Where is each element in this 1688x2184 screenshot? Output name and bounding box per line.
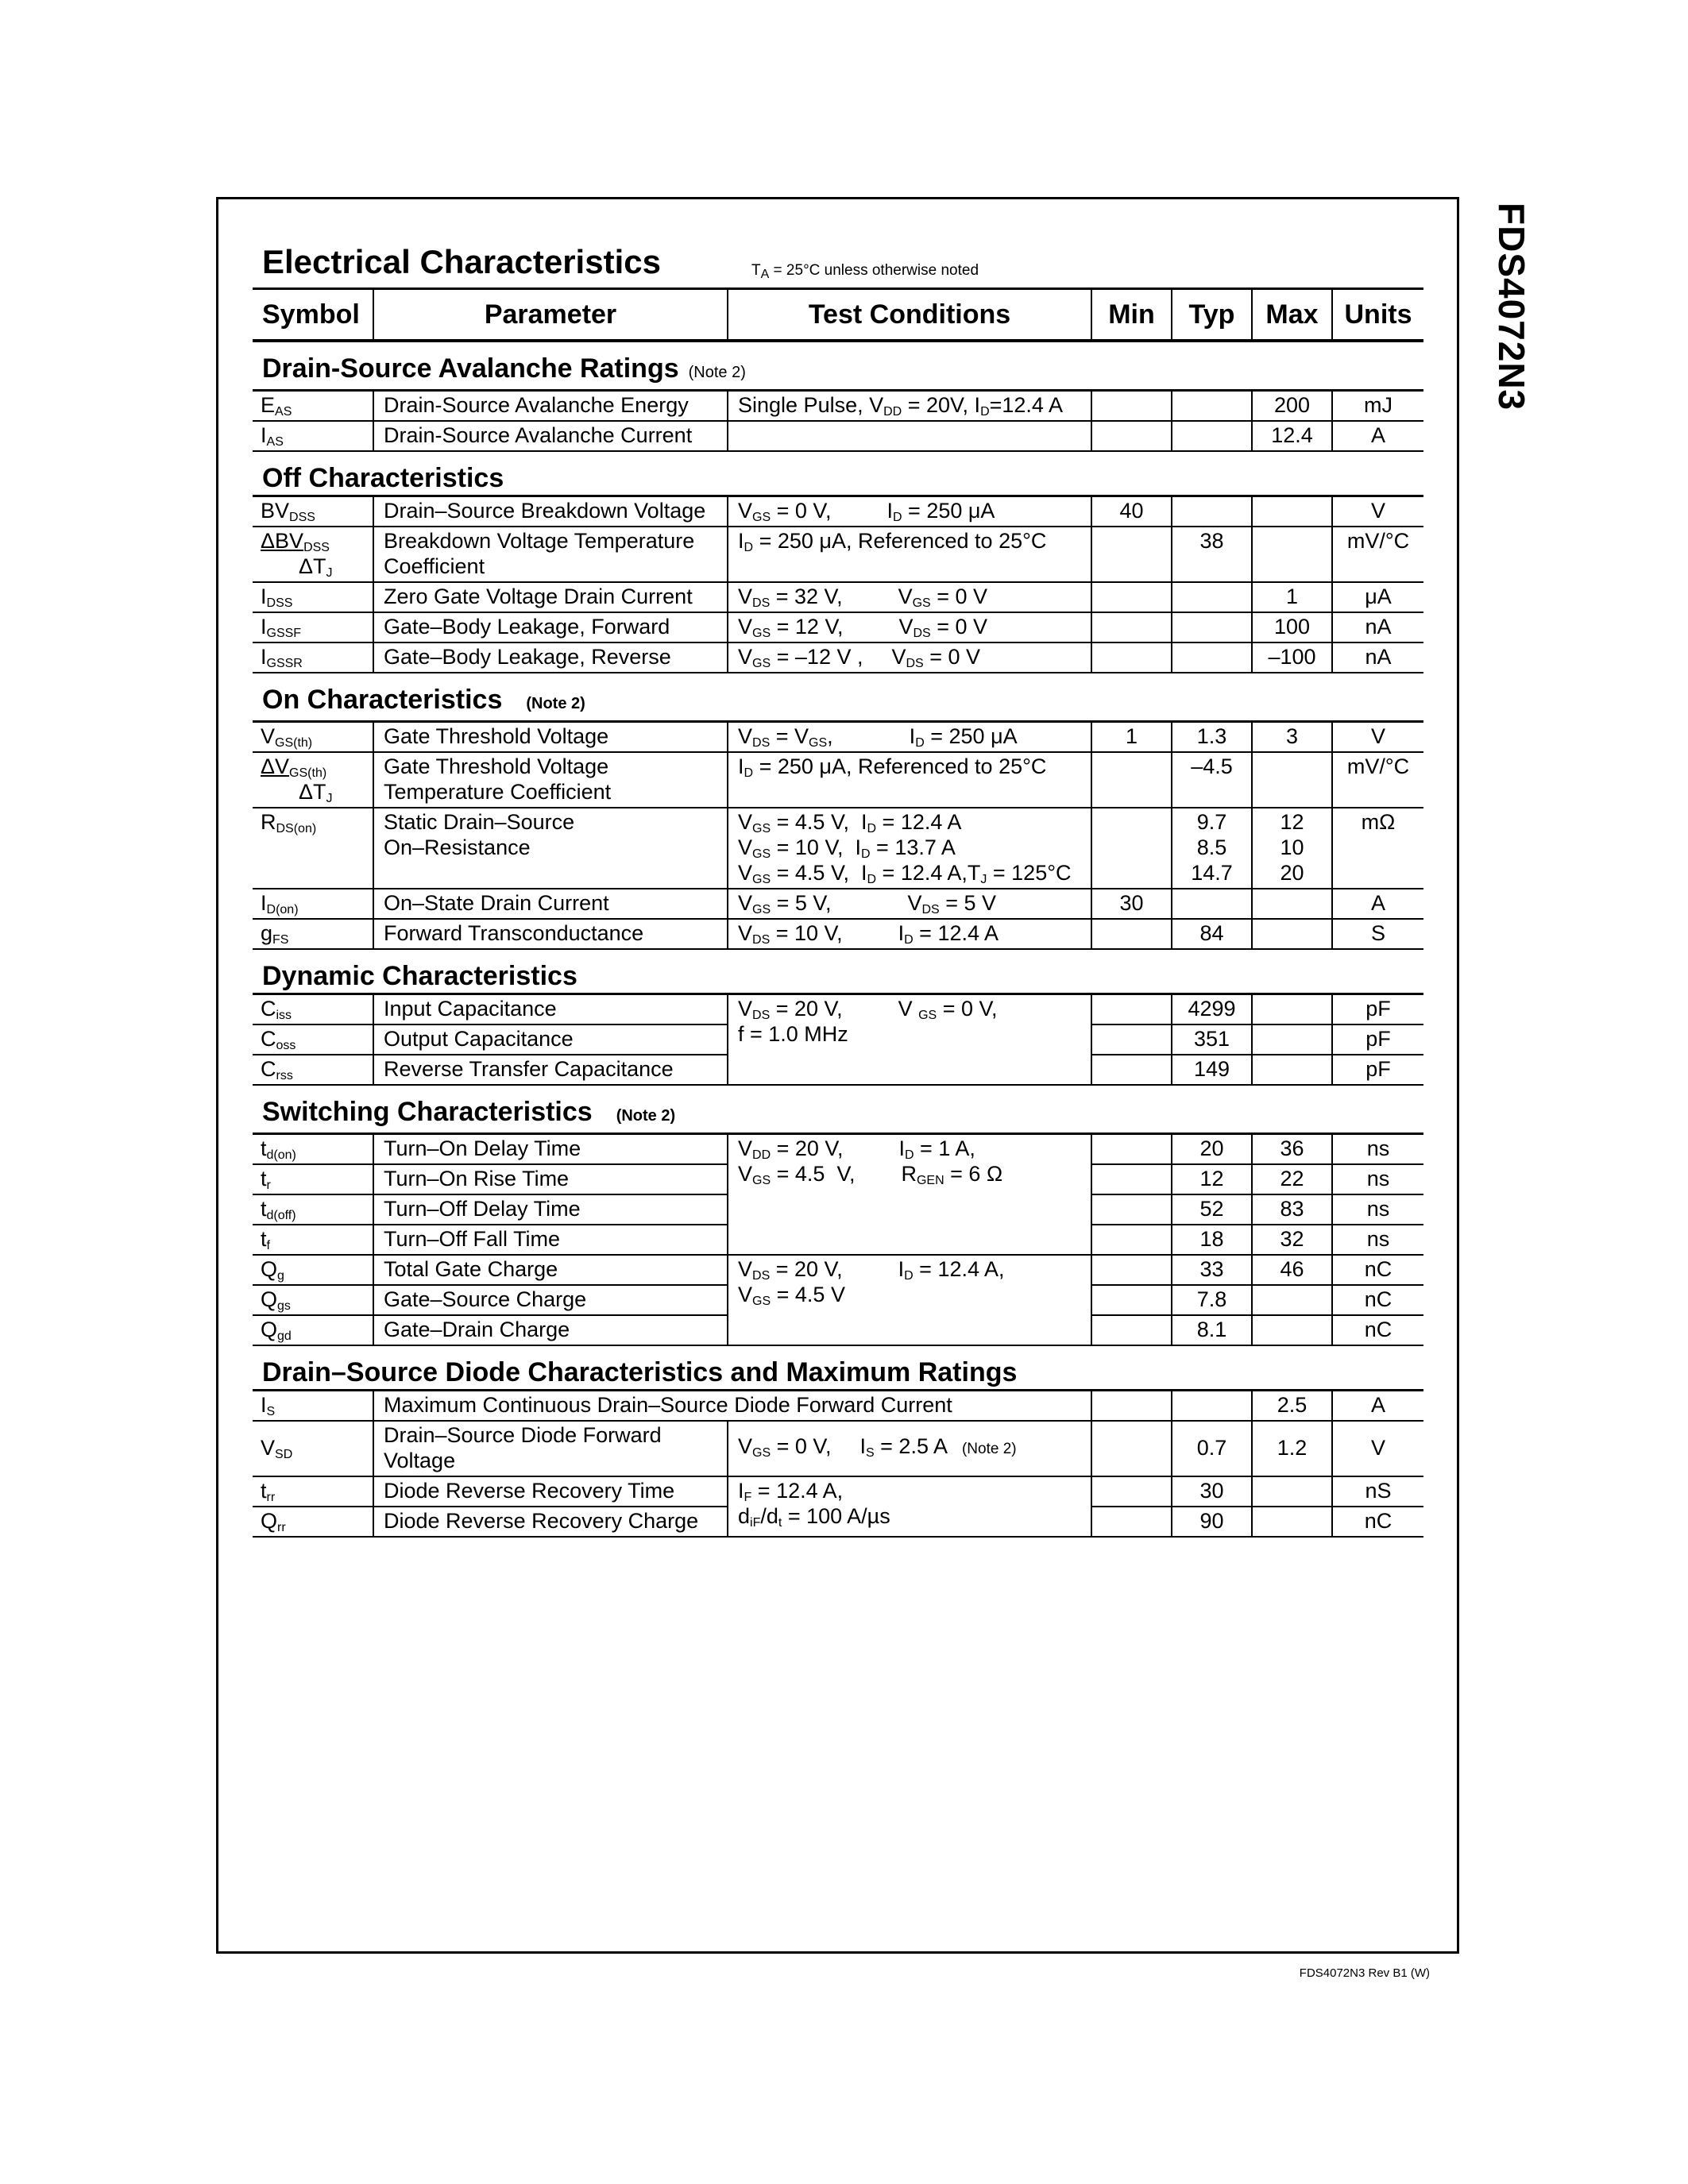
parameter-cell: Gate–Body Leakage, Forward (373, 612, 728, 642)
page-title: Electrical Characteristics (262, 243, 661, 280)
conditions-cell: Single Pulse, $V_{DD} = 20V$, $I_D=12.4$ A (728, 391, 1091, 422)
typ-cell: 84 (1172, 919, 1252, 949)
col-header-parameter: Parameter (373, 289, 728, 341)
max-cell (1252, 527, 1332, 582)
conditions-cell: $V_{DS} = 10$ V, $I_D = 12.4$ A (728, 919, 1091, 949)
min-cell (1091, 1285, 1172, 1315)
min-cell (1091, 391, 1172, 422)
parameter-cell: Gate Threshold Voltage Temperature Coefficient (373, 752, 728, 808)
min-cell (1091, 1391, 1172, 1422)
max-cell: 3 (1252, 722, 1332, 753)
parameter-cell: Turn–Off Delay Time (373, 1194, 728, 1225)
min-cell (1091, 752, 1172, 808)
table-row (253, 808, 1423, 889)
unit-cell: nA (1332, 642, 1423, 673)
max-cell (1252, 1024, 1332, 1055)
min-cell: 1 (1091, 722, 1172, 753)
symbol-cell: $C_{oss}$ (253, 1024, 373, 1055)
table-row (253, 919, 1423, 949)
typ-cell (1172, 1391, 1252, 1422)
table-row (253, 1134, 1423, 1165)
parameter-cell: Turn–On Rise Time (373, 1164, 728, 1194)
symbol-cell: $\Delta BV_{DSS}$ $\Delta T_J$ (253, 527, 373, 582)
symbol-cell: $BV_{DSS}$ (253, 496, 373, 527)
col-header-test-conditions: Test Conditions (728, 289, 1091, 341)
conditions-cell: $V_{GS} = 0$ V, $I_D = 250$ μA (728, 496, 1091, 527)
typ-cell: 351 (1172, 1024, 1252, 1055)
conditions-cell: $V_{GS} = 12$ V, $V_{DS} = 0$ V (728, 612, 1091, 642)
max-cell: 12 10 20 (1252, 808, 1332, 889)
section-header (253, 451, 1423, 496)
min-cell (1091, 919, 1172, 949)
conditions-cell (728, 421, 1091, 451)
parameter-cell: Static Drain–Source On–Resistance (373, 808, 728, 889)
typ-cell: 4299 (1172, 994, 1252, 1025)
symbol-cell: $C_{iss}$ (253, 994, 373, 1025)
footer-revision: FDS4072N3 Rev B1 (W) (1299, 1966, 1430, 1980)
section-note: (Note 2) (616, 1107, 676, 1125)
min-cell (1091, 527, 1172, 582)
max-cell (1252, 752, 1332, 808)
typ-cell: 18 (1172, 1225, 1252, 1255)
min-cell (1091, 1194, 1172, 1225)
typ-cell: –4.5 (1172, 752, 1252, 808)
min-cell (1091, 1255, 1172, 1285)
min-cell: 30 (1091, 889, 1172, 919)
min-cell (1091, 1164, 1172, 1194)
unit-cell: pF (1332, 1055, 1423, 1085)
unit-cell: nC (1332, 1315, 1423, 1345)
table-header-row (253, 289, 1423, 341)
section-header (253, 1085, 1423, 1134)
unit-cell: A (1332, 889, 1423, 919)
max-cell (1252, 994, 1332, 1025)
parameter-cell: Total Gate Charge (373, 1255, 728, 1285)
table-row (253, 1255, 1423, 1285)
parameter-cell: Forward Transconductance (373, 919, 728, 949)
table-row (253, 752, 1423, 808)
max-cell: –100 (1252, 642, 1332, 673)
parameter-cell: Input Capacitance (373, 994, 728, 1025)
max-cell: 36 (1252, 1134, 1332, 1165)
min-cell (1091, 612, 1172, 642)
typ-cell: 149 (1172, 1055, 1252, 1085)
min-cell (1091, 1055, 1172, 1085)
typ-cell: 52 (1172, 1194, 1252, 1225)
typ-cell: 33 (1172, 1255, 1252, 1285)
symbol-cell: $t_{d(on)}$ (253, 1134, 373, 1165)
typ-cell: 30 (1172, 1476, 1252, 1507)
max-cell (1252, 919, 1332, 949)
unit-cell: V (1332, 496, 1423, 527)
symbol-cell: $g_{FS}$ (253, 919, 373, 949)
unit-cell: μA (1332, 582, 1423, 612)
typ-cell: 20 (1172, 1134, 1252, 1165)
conditions-cell: $I_F = 12.4$ A, $d_{iF}/d_t = 100$ A/µs (728, 1476, 1091, 1537)
table-row (253, 889, 1423, 919)
section-header (253, 673, 1423, 722)
max-cell (1252, 1507, 1332, 1537)
max-cell (1252, 1315, 1332, 1345)
max-cell: 1.2 (1252, 1421, 1332, 1476)
symbol-cell: $V_{SD}$ (253, 1421, 373, 1476)
col-header-symbol: Symbol (253, 289, 373, 341)
max-cell: 12.4 (1252, 421, 1332, 451)
min-cell (1091, 1476, 1172, 1507)
table-row (253, 612, 1423, 642)
typ-cell (1172, 421, 1252, 451)
symbol-cell: $I_{AS}$ (253, 421, 373, 451)
section-title: Dynamic Characteristics (262, 961, 577, 991)
section-title: Drain–Source Diode Characteristics and Maximum Ratings (262, 1357, 1018, 1387)
typ-cell (1172, 612, 1252, 642)
conditions-cell: $V_{GS} = -12$ V , $V_{DS} = 0$ V (728, 642, 1091, 673)
part-number-vertical: FDS4072N3 (1491, 203, 1532, 411)
symbol-cell: $t_f$ (253, 1225, 373, 1255)
symbol-cell: $I_{GSSF}$ (253, 612, 373, 642)
symbol-cell: $Q_g$ (253, 1255, 373, 1285)
min-cell (1091, 582, 1172, 612)
conditions-cell: $V_{DS} = 20$ V, V $_{GS}$ = 0 V, f = 1.0 MHz (728, 994, 1091, 1086)
parameter-cell: Breakdown Voltage Temperature Coefficient (373, 527, 728, 582)
typ-cell: 1.3 (1172, 722, 1252, 753)
conditions-cell: $V_{DS} = 20$ V, $I_D = 12.4$ A, $V_{GS} = 4.5$ V (728, 1255, 1091, 1345)
unit-cell: ns (1332, 1225, 1423, 1255)
unit-cell: nA (1332, 612, 1423, 642)
conditions-cell: $V_{DD} = 20$ V, $I_D = 1$ A, $V_{GS} = 4.5$ V, $R_{GEN} = 6$ Ω (728, 1134, 1091, 1256)
symbol-cell: $t_{d(off)}$ (253, 1194, 373, 1225)
parameter-cell: Diode Reverse Recovery Time (373, 1476, 728, 1507)
section-note: (Note 2) (688, 364, 746, 381)
unit-cell: pF (1332, 994, 1423, 1025)
section-note: (Note 2) (526, 695, 585, 712)
table-row (253, 1391, 1423, 1422)
max-cell (1252, 1476, 1332, 1507)
section-title: Drain-Source Avalanche Ratings (262, 353, 679, 384)
symbol-cell: $Q_{gs}$ (253, 1285, 373, 1315)
parameter-cell: Drain-Source Avalanche Current (373, 421, 728, 451)
parameter-cell: Drain–Source Diode Forward Voltage (373, 1421, 728, 1476)
typ-cell: 8.1 (1172, 1315, 1252, 1345)
min-cell (1091, 642, 1172, 673)
unit-cell: pF (1332, 1024, 1423, 1055)
symbol-cell: $t_r$ (253, 1164, 373, 1194)
min-cell (1091, 1507, 1172, 1537)
max-cell (1252, 889, 1332, 919)
max-cell: 46 (1252, 1255, 1332, 1285)
unit-cell: nC (1332, 1285, 1423, 1315)
table-row (253, 642, 1423, 673)
max-cell (1252, 1285, 1332, 1315)
electrical-characteristics-table (253, 287, 1423, 1538)
max-cell: 22 (1252, 1164, 1332, 1194)
min-cell (1091, 1315, 1172, 1345)
unit-cell: mV/°C (1332, 752, 1423, 808)
unit-cell: mΩ (1332, 808, 1423, 889)
symbol-cell: $t_{rr}$ (253, 1476, 373, 1507)
typ-cell: 90 (1172, 1507, 1252, 1537)
table-row (253, 1476, 1423, 1507)
symbol-cell: $E_{AS}$ (253, 391, 373, 422)
min-cell (1091, 808, 1172, 889)
symbol-cell: $Q_{rr}$ (253, 1507, 373, 1537)
parameter-cell: Gate–Source Charge (373, 1285, 728, 1315)
max-cell: 200 (1252, 391, 1332, 422)
parameter-cell: Zero Gate Voltage Drain Current (373, 582, 728, 612)
min-cell (1091, 1134, 1172, 1165)
max-cell (1252, 1055, 1332, 1085)
unit-cell: V (1332, 722, 1423, 753)
min-cell: 40 (1091, 496, 1172, 527)
section-title: On Characteristics (262, 685, 503, 715)
unit-cell: V (1332, 1421, 1423, 1476)
conditions-cell: $I_D = 250$ μA, Referenced to 25°C (728, 527, 1091, 582)
min-cell (1091, 1225, 1172, 1255)
max-cell (1252, 496, 1332, 527)
typ-cell (1172, 642, 1252, 673)
max-cell: 32 (1252, 1225, 1332, 1255)
parameter-cell: Maximum Continuous Drain–Source Diode Forward Current (373, 1391, 1091, 1422)
parameter-cell: Reverse Transfer Capacitance (373, 1055, 728, 1085)
parameter-cell: Turn–Off Fall Time (373, 1225, 728, 1255)
parameter-cell: On–State Drain Current (373, 889, 728, 919)
symbol-cell: $V_{GS(th)}$ (253, 722, 373, 753)
unit-cell: ns (1332, 1194, 1423, 1225)
title-note: $T_A = 25^\circ C$ unless otherwise noted (751, 262, 979, 281)
typ-cell (1172, 391, 1252, 422)
parameter-cell: Drain-Source Avalanche Energy (373, 391, 728, 422)
typ-cell (1172, 582, 1252, 612)
parameter-cell: Drain–Source Breakdown Voltage (373, 496, 728, 527)
min-cell (1091, 421, 1172, 451)
parameter-cell: Gate Threshold Voltage (373, 722, 728, 753)
typ-cell: 7.8 (1172, 1285, 1252, 1315)
conditions-cell: $V_{DS} = 32$ V, $V_{GS} = 0$ V (728, 582, 1091, 612)
unit-cell: A (1332, 421, 1423, 451)
typ-cell: 12 (1172, 1164, 1252, 1194)
max-cell: 100 (1252, 612, 1332, 642)
col-header-typ: Typ (1172, 289, 1252, 341)
col-header-max: Max (1252, 289, 1332, 341)
section-header (253, 341, 1423, 391)
parameter-cell: Diode Reverse Recovery Charge (373, 1507, 728, 1537)
col-header-units: Units (1332, 289, 1423, 341)
max-cell: 1 (1252, 582, 1332, 612)
unit-cell: nC (1332, 1507, 1423, 1537)
symbol-cell: $R_{DS(on)}$ (253, 808, 373, 889)
conditions-cell: $V_{DS} = V_{GS}$, $I_D = 250$ μA (728, 722, 1091, 753)
min-cell (1091, 1024, 1172, 1055)
typ-cell: 0.7 (1172, 1421, 1252, 1476)
min-cell (1091, 994, 1172, 1025)
typ-cell: 38 (1172, 527, 1252, 582)
parameter-cell: Turn–On Delay Time (373, 1134, 728, 1165)
section-header (253, 1345, 1423, 1391)
conditions-cell: $I_D = 250$ μA, Referenced to 25°C (728, 752, 1091, 808)
conditions-cell: $V_{GS} = 5$ V, $V_{DS} = 5$ V (728, 889, 1091, 919)
table-row (253, 582, 1423, 612)
unit-cell: nS (1332, 1476, 1423, 1507)
unit-cell: ns (1332, 1164, 1423, 1194)
section-title: Switching Characteristics (262, 1097, 593, 1127)
parameter-cell: Output Capacitance (373, 1024, 728, 1055)
table-row (253, 994, 1423, 1025)
unit-cell: ns (1332, 1134, 1423, 1165)
table-row (253, 421, 1423, 451)
max-cell: 2.5 (1252, 1391, 1332, 1422)
symbol-cell: $I_{GSSR}$ (253, 642, 373, 673)
col-header-min: Min (1091, 289, 1172, 341)
table-row (253, 391, 1423, 422)
typ-cell: 9.7 8.5 14.7 (1172, 808, 1252, 889)
unit-cell: nC (1332, 1255, 1423, 1285)
symbol-cell: $\Delta V_{GS(th)}$ $\Delta T_J$ (253, 752, 373, 808)
section-title: Off Characteristics (262, 463, 504, 493)
unit-cell: mJ (1332, 391, 1423, 422)
table-row (253, 722, 1423, 753)
symbol-cell: $I_{D(on)}$ (253, 889, 373, 919)
typ-cell (1172, 889, 1252, 919)
symbol-cell: $Q_{gd}$ (253, 1315, 373, 1345)
conditions-cell: $V_{GS} = 4.5$ V, $I_D = 12.4$ A $V_{GS} = 10$ V, $I_D = 13.7$ A $V_{GS} = 4.5$ V, $I_D = 12.4$ $A,T_J = 125^\circ C$ (728, 808, 1091, 889)
max-cell: 83 (1252, 1194, 1332, 1225)
section-header (253, 949, 1423, 994)
table-row (253, 1421, 1423, 1476)
table-row (253, 496, 1423, 527)
symbol-cell: $I_{DSS}$ (253, 582, 373, 612)
min-cell (1091, 1421, 1172, 1476)
table-row (253, 527, 1423, 582)
unit-cell: S (1332, 919, 1423, 949)
symbol-cell: $C_{rss}$ (253, 1055, 373, 1085)
symbol-cell: $I_S$ (253, 1391, 373, 1422)
typ-cell (1172, 496, 1252, 527)
parameter-cell: Gate–Drain Charge (373, 1315, 728, 1345)
parameter-cell: Gate–Body Leakage, Reverse (373, 642, 728, 673)
conditions-cell: $V_{GS} = 0$ V, $I_S = 2.5$ A (Note 2) (728, 1421, 1091, 1476)
unit-cell: A (1332, 1391, 1423, 1422)
unit-cell: mV/°C (1332, 527, 1423, 582)
